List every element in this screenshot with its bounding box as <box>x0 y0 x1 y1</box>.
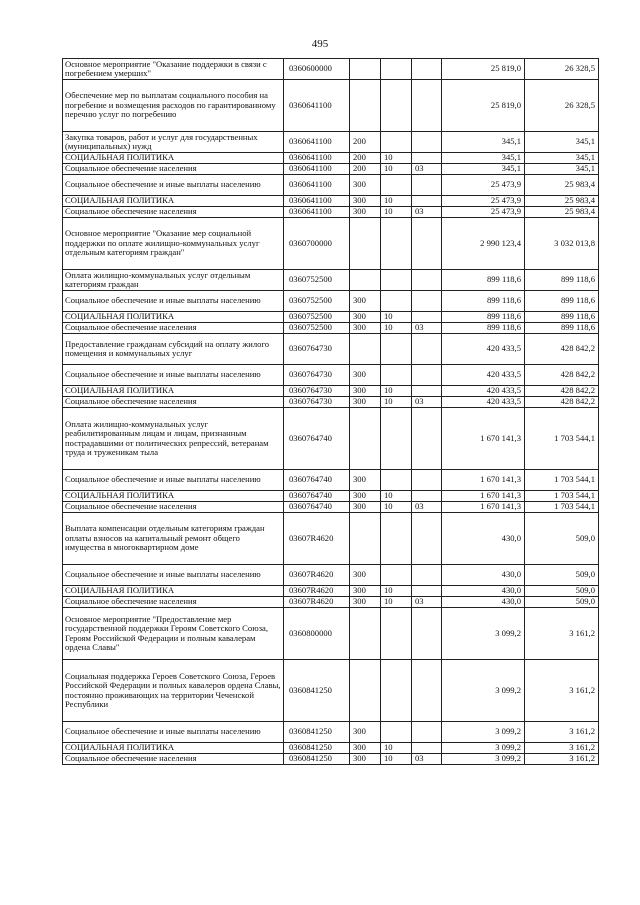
row-expense-type: 300 <box>350 175 381 196</box>
row-target-article: 0360764740 <box>284 470 350 491</box>
row-section <box>381 660 412 722</box>
row-amount-year1: 1 670 141,3 <box>442 408 525 470</box>
row-target-article: 0360600000 <box>284 59 350 80</box>
table-row <box>63 386 599 397</box>
table-row <box>63 80 599 132</box>
row-amount-year1: 1 670 141,3 <box>442 470 525 491</box>
row-section <box>381 408 412 470</box>
row-amount-year1: 899 118,6 <box>442 270 525 291</box>
row-section <box>381 513 412 565</box>
row-target-article: 0360641100 <box>284 196 350 207</box>
row-subsection <box>412 491 442 502</box>
row-amount-year2: 25 983,4 <box>525 207 599 218</box>
row-subsection <box>412 513 442 565</box>
row-expense-type: 300 <box>350 565 381 586</box>
table-row <box>63 608 599 660</box>
row-expense-type: 200 <box>350 132 381 153</box>
table-row <box>63 754 599 765</box>
row-expense-type: 300 <box>350 754 381 765</box>
budget-table-body <box>63 59 599 765</box>
row-section <box>381 218 412 270</box>
row-target-article: 03607R4620 <box>284 597 350 608</box>
row-subsection <box>412 586 442 597</box>
row-target-article: 03607R4620 <box>284 586 350 597</box>
row-name: Оплата жилищно-коммунальных услуг реабилитированным лицам и лицам, признанным пострадавшими от политических репрессий, ветеранам труда и труженикам тыла <box>63 408 284 470</box>
row-subsection <box>412 312 442 323</box>
row-expense-type: 300 <box>350 586 381 597</box>
row-amount-year2: 428 842,2 <box>525 397 599 408</box>
row-section: 10 <box>381 586 412 597</box>
row-target-article: 0360641100 <box>284 164 350 175</box>
row-section: 10 <box>381 491 412 502</box>
row-subsection <box>412 291 442 312</box>
row-amount-year1: 25 819,0 <box>442 59 525 80</box>
table-row <box>63 218 599 270</box>
row-name: Социальное обеспечение и иные выплаты населению <box>63 470 284 491</box>
row-target-article: 0360752500 <box>284 323 350 334</box>
table-row <box>63 175 599 196</box>
row-amount-year1: 3 099,2 <box>442 722 525 743</box>
table-row <box>63 408 599 470</box>
page-number: 495 <box>311 38 329 50</box>
row-amount-year2: 3 161,2 <box>525 608 599 660</box>
row-target-article: 03607R4620 <box>284 565 350 586</box>
row-subsection <box>412 175 442 196</box>
row-name: СОЦИАЛЬНАЯ ПОЛИТИКА <box>63 312 284 323</box>
row-expense-type <box>350 408 381 470</box>
row-name: Социальное обеспечение населения <box>63 597 284 608</box>
row-target-article: 0360752500 <box>284 312 350 323</box>
row-section <box>381 365 412 386</box>
row-subsection <box>412 408 442 470</box>
row-expense-type: 200 <box>350 153 381 164</box>
row-target-article: 0360641100 <box>284 132 350 153</box>
row-target-article: 0360764730 <box>284 397 350 408</box>
row-amount-year2: 345,1 <box>525 132 599 153</box>
row-subsection <box>412 743 442 754</box>
row-expense-type <box>350 80 381 132</box>
row-amount-year1: 25 473,9 <box>442 175 525 196</box>
row-amount-year1: 420 433,5 <box>442 386 525 397</box>
row-expense-type <box>350 270 381 291</box>
table-row <box>63 513 599 565</box>
row-target-article: 0360764740 <box>284 408 350 470</box>
row-section: 10 <box>381 164 412 175</box>
row-subsection <box>412 334 442 365</box>
table-row <box>63 153 599 164</box>
table-row <box>63 270 599 291</box>
row-expense-type: 300 <box>350 291 381 312</box>
row-name: Социальное обеспечение и иные выплаты населению <box>63 722 284 743</box>
row-target-article: 0360641100 <box>284 175 350 196</box>
row-name: СОЦИАЛЬНАЯ ПОЛИТИКА <box>63 386 284 397</box>
row-expense-type: 300 <box>350 470 381 491</box>
row-name: СОЦИАЛЬНАЯ ПОЛИТИКА <box>63 491 284 502</box>
row-section <box>381 80 412 132</box>
row-amount-year2: 25 983,4 <box>525 175 599 196</box>
row-section <box>381 565 412 586</box>
row-expense-type <box>350 660 381 722</box>
row-subsection <box>412 270 442 291</box>
row-amount-year1: 1 670 141,3 <box>442 491 525 502</box>
table-row <box>63 397 599 408</box>
row-amount-year1: 899 118,6 <box>442 312 525 323</box>
row-amount-year1: 25 819,0 <box>442 80 525 132</box>
row-amount-year1: 3 099,2 <box>442 754 525 765</box>
row-name: СОЦИАЛЬНАЯ ПОЛИТИКА <box>63 196 284 207</box>
row-amount-year2: 509,0 <box>525 513 599 565</box>
row-target-article: 0360764740 <box>284 491 350 502</box>
row-section: 10 <box>381 597 412 608</box>
row-amount-year2: 899 118,6 <box>525 323 599 334</box>
row-target-article: 0360764730 <box>284 386 350 397</box>
row-expense-type: 300 <box>350 722 381 743</box>
row-section <box>381 270 412 291</box>
row-section: 10 <box>381 196 412 207</box>
row-expense-type <box>350 59 381 80</box>
row-amount-year1: 430,0 <box>442 597 525 608</box>
row-target-article: 0360841250 <box>284 754 350 765</box>
row-name: Выплата компенсации отдельным категориям граждан оплаты взносов на капитальный ремонт общего имущества в многоквартирном доме <box>63 513 284 565</box>
row-name: Социальное обеспечение населения <box>63 323 284 334</box>
row-expense-type <box>350 513 381 565</box>
row-name: Социальное обеспечение населения <box>63 397 284 408</box>
row-subsection <box>412 722 442 743</box>
row-section: 10 <box>381 502 412 513</box>
row-amount-year1: 345,1 <box>442 153 525 164</box>
row-amount-year1: 899 118,6 <box>442 291 525 312</box>
row-subsection: 03 <box>412 323 442 334</box>
row-expense-type: 300 <box>350 502 381 513</box>
table-row <box>63 722 599 743</box>
table-row <box>63 597 599 608</box>
row-expense-type: 300 <box>350 323 381 334</box>
row-amount-year2: 1 703 544,1 <box>525 491 599 502</box>
row-name: Обеспечение мер по выплатам социального пособия на погребение и возмещения расходов по гарантированному перечню услуг по погребению <box>63 80 284 132</box>
row-subsection: 03 <box>412 164 442 175</box>
row-amount-year2: 509,0 <box>525 565 599 586</box>
table-row <box>63 565 599 586</box>
row-amount-year1: 3 099,2 <box>442 608 525 660</box>
row-name: Социальное обеспечение населения <box>63 164 284 175</box>
row-section: 10 <box>381 386 412 397</box>
row-name: Закупка товаров, работ и услуг для государственных (муниципальных) нужд <box>63 132 284 153</box>
row-target-article: 0360841250 <box>284 722 350 743</box>
row-target-article: 03607R4620 <box>284 513 350 565</box>
row-target-article: 0360641100 <box>284 207 350 218</box>
row-name: СОЦИАЛЬНАЯ ПОЛИТИКА <box>63 743 284 754</box>
row-expense-type: 300 <box>350 397 381 408</box>
row-amount-year2: 899 118,6 <box>525 291 599 312</box>
table-row <box>63 323 599 334</box>
row-name: Социальная поддержка Героев Советского Союза, Героев Российской Федерации и полных кавалеров ордена Славы, постоянно проживающих на территории Чеченской Республики <box>63 660 284 722</box>
row-subsection <box>412 565 442 586</box>
row-expense-type: 300 <box>350 491 381 502</box>
row-amount-year2: 1 703 544,1 <box>525 408 599 470</box>
row-amount-year1: 420 433,5 <box>442 334 525 365</box>
table-row <box>63 164 599 175</box>
row-subsection <box>412 660 442 722</box>
row-amount-year2: 3 161,2 <box>525 743 599 754</box>
row-subsection: 03 <box>412 754 442 765</box>
row-amount-year1: 345,1 <box>442 132 525 153</box>
row-section <box>381 608 412 660</box>
row-target-article: 0360700000 <box>284 218 350 270</box>
row-name: Основное мероприятие "Предоставление мер государственной поддержки Героям Советского Союза, Героям Российской Федерации и полным кавалерам ордена Славы" <box>63 608 284 660</box>
row-section <box>381 722 412 743</box>
row-amount-year1: 345,1 <box>442 164 525 175</box>
row-name: Социальное обеспечение населения <box>63 754 284 765</box>
row-target-article: 0360641100 <box>284 80 350 132</box>
row-amount-year2: 3 032 013,8 <box>525 218 599 270</box>
row-subsection: 03 <box>412 397 442 408</box>
row-subsection <box>412 470 442 491</box>
row-amount-year2: 3 161,2 <box>525 722 599 743</box>
row-expense-type <box>350 218 381 270</box>
row-target-article: 0360752500 <box>284 291 350 312</box>
row-amount-year1: 3 099,2 <box>442 660 525 722</box>
row-amount-year2: 345,1 <box>525 153 599 164</box>
table-row <box>63 660 599 722</box>
row-subsection <box>412 386 442 397</box>
table-row <box>63 470 599 491</box>
row-target-article: 0360764740 <box>284 502 350 513</box>
row-subsection <box>412 80 442 132</box>
row-target-article: 0360841250 <box>284 743 350 754</box>
row-amount-year2: 345,1 <box>525 164 599 175</box>
row-amount-year1: 430,0 <box>442 586 525 597</box>
row-amount-year1: 420 433,5 <box>442 365 525 386</box>
row-section <box>381 470 412 491</box>
row-amount-year2: 1 703 544,1 <box>525 470 599 491</box>
row-name: Основное мероприятие "Оказание поддержки в связи с погребением умерших" <box>63 59 284 80</box>
row-name: СОЦИАЛЬНАЯ ПОЛИТИКА <box>63 586 284 597</box>
row-section <box>381 334 412 365</box>
row-amount-year1: 420 433,5 <box>442 397 525 408</box>
row-expense-type: 300 <box>350 597 381 608</box>
row-target-article: 0360841250 <box>284 660 350 722</box>
row-section: 10 <box>381 754 412 765</box>
row-target-article: 0360764730 <box>284 365 350 386</box>
row-section <box>381 59 412 80</box>
row-subsection: 03 <box>412 597 442 608</box>
row-expense-type: 300 <box>350 365 381 386</box>
row-amount-year2: 509,0 <box>525 597 599 608</box>
row-amount-year1: 430,0 <box>442 565 525 586</box>
budget-table <box>62 58 599 765</box>
row-name: Социальное обеспечение и иные выплаты населению <box>63 365 284 386</box>
row-amount-year2: 26 328,5 <box>525 59 599 80</box>
row-name: Социальное обеспечение населения <box>63 502 284 513</box>
row-amount-year2: 428 842,2 <box>525 334 599 365</box>
row-expense-type: 300 <box>350 196 381 207</box>
row-subsection <box>412 132 442 153</box>
row-name: Основное мероприятие "Оказание мер социальной поддержки по оплате жилищно-коммунальных услуг отдельным категориям граждан" <box>63 218 284 270</box>
row-section: 10 <box>381 743 412 754</box>
table-row <box>63 586 599 597</box>
table-row <box>63 132 599 153</box>
row-section: 10 <box>381 397 412 408</box>
row-amount-year1: 3 099,2 <box>442 743 525 754</box>
row-name: Социальное обеспечение и иные выплаты населению <box>63 565 284 586</box>
row-amount-year2: 1 703 544,1 <box>525 502 599 513</box>
table-row <box>63 196 599 207</box>
table-row <box>63 207 599 218</box>
row-amount-year1: 25 473,9 <box>442 207 525 218</box>
row-amount-year2: 428 842,2 <box>525 386 599 397</box>
row-amount-year2: 3 161,2 <box>525 754 599 765</box>
row-section: 10 <box>381 153 412 164</box>
row-target-article: 0360764730 <box>284 334 350 365</box>
row-amount-year1: 430,0 <box>442 513 525 565</box>
row-section: 10 <box>381 312 412 323</box>
row-name: Оплата жилищно-коммунальных услуг отдельным категориям граждан <box>63 270 284 291</box>
row-amount-year1: 1 670 141,3 <box>442 502 525 513</box>
row-name: Социальное обеспечение и иные выплаты населению <box>63 175 284 196</box>
table-row <box>63 502 599 513</box>
row-expense-type <box>350 608 381 660</box>
row-section <box>381 175 412 196</box>
row-expense-type: 300 <box>350 207 381 218</box>
row-subsection: 03 <box>412 502 442 513</box>
row-amount-year2: 899 118,6 <box>525 270 599 291</box>
row-expense-type: 300 <box>350 386 381 397</box>
table-row <box>63 743 599 754</box>
row-expense-type: 300 <box>350 312 381 323</box>
row-name: Предоставление гражданам субсидий на оплату жилого помещения и коммунальных услуг <box>63 334 284 365</box>
row-subsection <box>412 59 442 80</box>
row-subsection <box>412 196 442 207</box>
row-subsection <box>412 365 442 386</box>
row-target-article: 0360800000 <box>284 608 350 660</box>
table-row <box>63 59 599 80</box>
row-amount-year2: 428 842,2 <box>525 365 599 386</box>
row-target-article: 0360752500 <box>284 270 350 291</box>
row-amount-year1: 899 118,6 <box>442 323 525 334</box>
row-section <box>381 132 412 153</box>
row-name: СОЦИАЛЬНАЯ ПОЛИТИКА <box>63 153 284 164</box>
row-section: 10 <box>381 207 412 218</box>
row-subsection <box>412 218 442 270</box>
table-row <box>63 312 599 323</box>
row-amount-year2: 899 118,6 <box>525 312 599 323</box>
row-amount-year2: 26 328,5 <box>525 80 599 132</box>
row-amount-year2: 25 983,4 <box>525 196 599 207</box>
row-subsection: 03 <box>412 207 442 218</box>
row-section: 10 <box>381 323 412 334</box>
row-expense-type: 300 <box>350 743 381 754</box>
row-subsection <box>412 608 442 660</box>
row-name: Социальное обеспечение и иные выплаты населению <box>63 291 284 312</box>
row-amount-year2: 509,0 <box>525 586 599 597</box>
table-row <box>63 291 599 312</box>
table-row <box>63 334 599 365</box>
row-section <box>381 291 412 312</box>
row-subsection <box>412 153 442 164</box>
row-target-article: 0360641100 <box>284 153 350 164</box>
row-expense-type <box>350 334 381 365</box>
row-amount-year2: 3 161,2 <box>525 660 599 722</box>
table-row <box>63 491 599 502</box>
table-row <box>63 365 599 386</box>
row-amount-year1: 25 473,9 <box>442 196 525 207</box>
row-amount-year1: 2 990 123,4 <box>442 218 525 270</box>
row-expense-type: 200 <box>350 164 381 175</box>
row-name: Социальное обеспечение населения <box>63 207 284 218</box>
